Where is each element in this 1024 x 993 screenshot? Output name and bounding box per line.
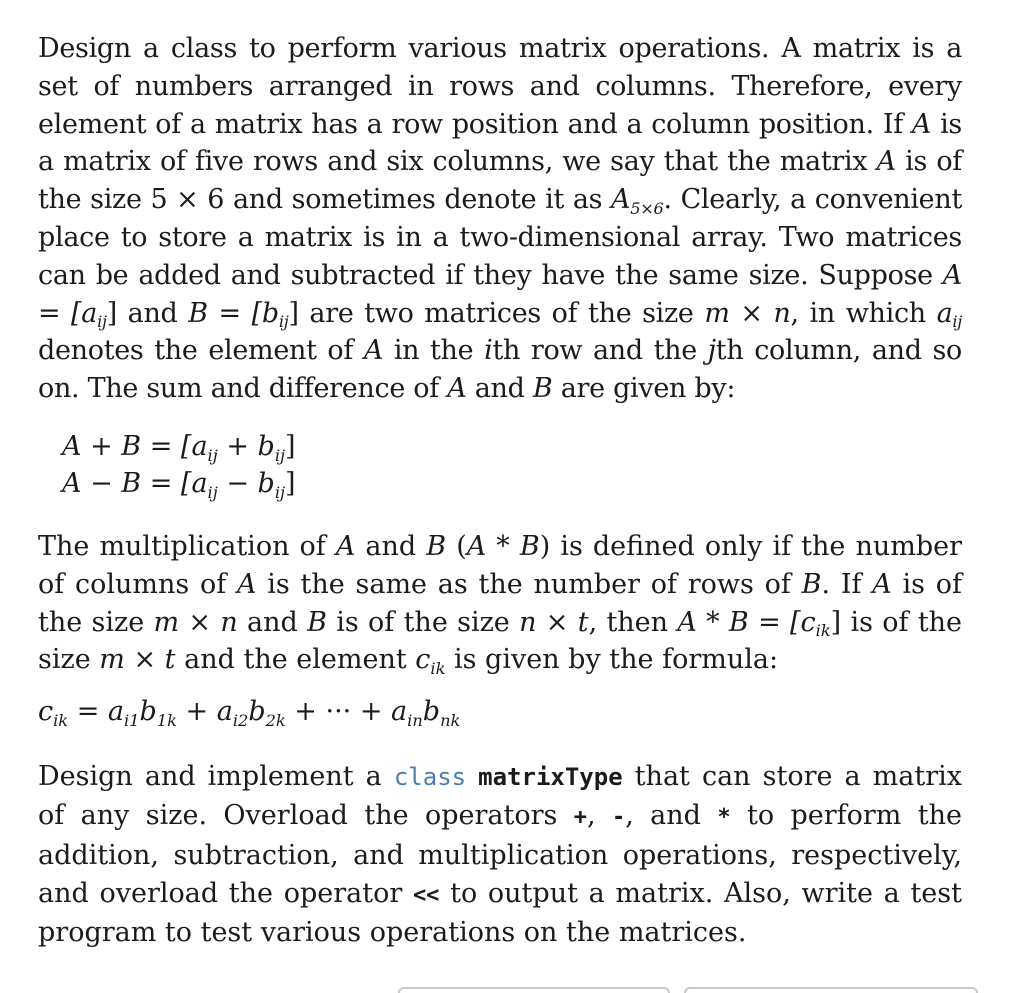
- code-keyword-class: class: [393, 763, 467, 792]
- bottom-tab-right[interactable]: [684, 987, 978, 993]
- bottom-tab-strip: [0, 987, 1024, 993]
- sum-equation: $A + B = [a_{ij} + b_{ij}]$: [62, 430, 296, 465]
- bottom-tab-left[interactable]: [398, 987, 670, 993]
- code-class-name: matrixType: [478, 763, 623, 792]
- difference-equation: $A - B = [a_{ij} - b_{ij}]$: [62, 467, 296, 502]
- product-formula: $c_{ik} = a_{i1}b_{1k} + a_{i2}b_{2k}$ + ··· + $a_{in}b_{nk}$: [38, 696, 461, 730]
- intro-paragraph: Design a class to perform various matrix operations. A matrix is a set of numbers arranged in rows and columns. Therefore, every element of a matrix has a row position and a column position. If A is a matrix of five rows and six columns, we say that the matrix A is of the size 5 × 6 and sometimes denote it as $A_{5\times 6}$. Clearly, a convenient place to store a matrix is in a two-dimensional array. Two matrices can be added and subtracted if they have the same size. Suppose $A = [a_{ij}]$ and $B = [b_{ij}]$ are two matrices of the size m × n, in which $a_{ij}$ denotes the element of A in the ith row and the jth column, and so on. The sum and difference of A and B are given by:: [38, 33, 963, 405]
- sum-difference-equations: [38, 428, 962, 502]
- document-body: [38, 30, 962, 952]
- multiplication-paragraph: The multiplication of A and B (A * B) is defined only if the number of columns of A is the same as the number of rows of B. If A is of the size m × n and B is of the size n × t, then $A * B = [c_{ik}]$ is of the size m × t and the element $c_{ik}$ is given by the formula:: [38, 530, 963, 679]
- task-paragraph: Design and implement a class matrixType that can store a matrix of any size. Overload the operators +, -, and * to perform the addition, subtraction, and multiplication operations, respectively, and overload the operator << to output a matrix. Also, write a test program to test various operations on the matrices.: [38, 761, 962, 949]
